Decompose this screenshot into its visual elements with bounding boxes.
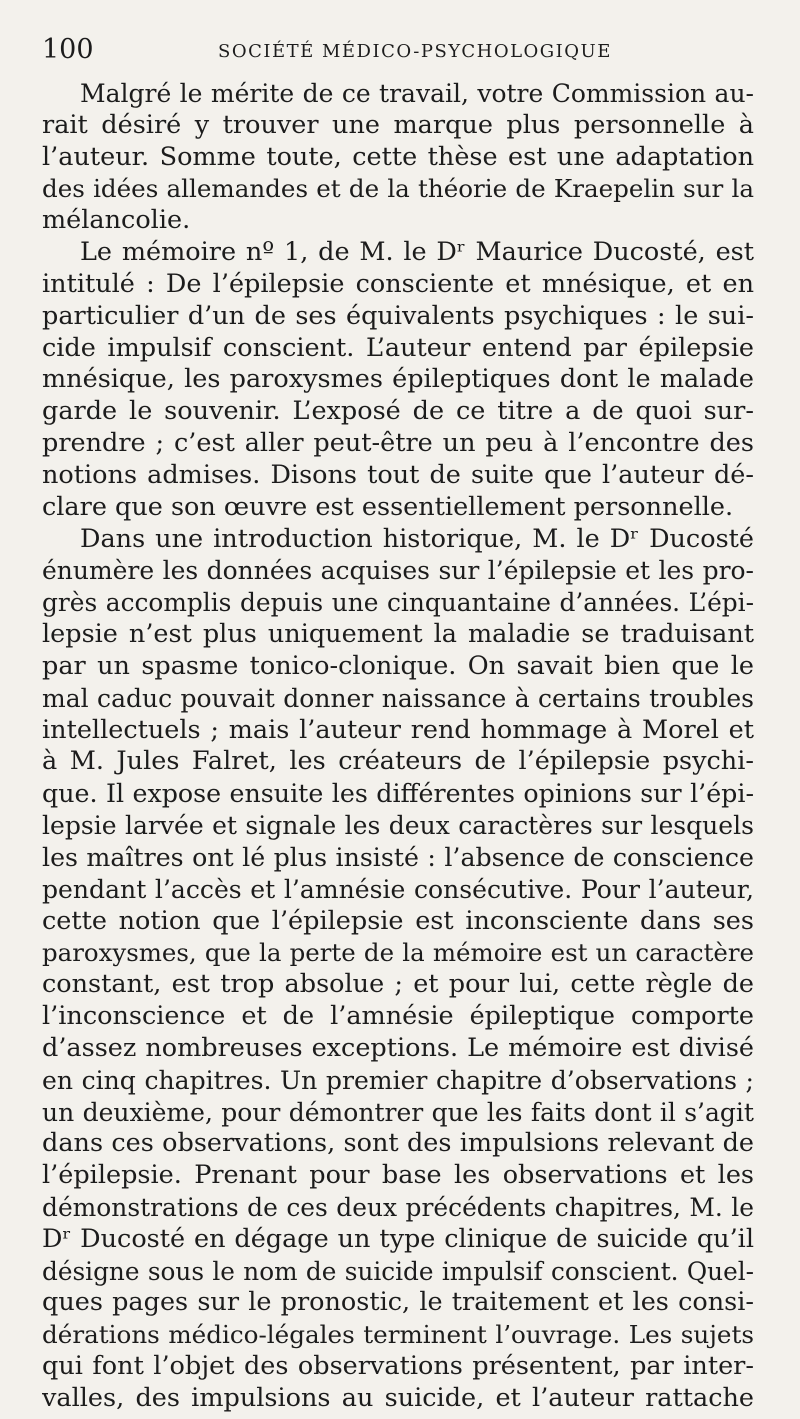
text-line: lepsie larvée et signale les deux caractères sur lesquels (42, 811, 754, 841)
text-line: des idées allemandes et de la théorie de Kraepelin sur la (42, 174, 754, 204)
text-line: cide impulsif conscient. L’auteur entend par épilepsie (42, 332, 754, 363)
text-line: un deuxième, pour démontrer que les faits dont il s’agit (42, 1097, 754, 1127)
body-text (42, 78, 754, 1415)
text-line: clare que son œuvre est essentiellement personnelle. (42, 491, 734, 522)
text-line: notions admises. Disons tout de suite que l’auteur dé- (42, 459, 754, 490)
running-title: SOCIÉTÉ MÉDICO-PSYCHOLOGIQUE (218, 41, 612, 62)
text-line: constant, est trop absolue ; et pour lui, cette règle de (42, 969, 754, 1000)
text-line: garde le souvenir. L’exposé de ce titre a de quoi sur- (42, 396, 754, 427)
text-line: démonstrations de ces deux précédents chapitres, M. le (42, 1192, 754, 1222)
text-line: ques pages sur le pronostic, le traitement et les consi- (42, 1287, 754, 1318)
text-line: grès accomplis depuis une cinquantaine d’années. L’épi- (42, 588, 754, 618)
text-line: que. Il expose ensuite les différentes opinions sur l’épi- (42, 779, 754, 809)
text-line: énumère les données acquises sur l’épilepsie et les pro- (42, 556, 754, 586)
text-line: les maîtres ont lé plus insisté : l’absence de conscience (42, 842, 754, 872)
text-line: Malgré le mérite de ce travail, votre Commission au- (80, 79, 754, 108)
page-header (42, 30, 760, 70)
text-line: cette notion que l’épilepsie est inconsciente dans ses (42, 905, 754, 936)
page-number: 100 (42, 34, 94, 65)
text-line: l’épilepsie. Prenant pour base les observations et les (42, 1160, 754, 1191)
text-line: prendre ; c’est aller peut-être un peu à l’encontre des (42, 428, 754, 459)
text-line: l’inconscience et de l’amnésie épileptique comporte (42, 1001, 754, 1032)
text-line: intitulé : De l’épilepsie consciente et mnésique, et en (42, 268, 754, 299)
text-line: dérations médico-légales terminent l’ouvrage. Les sujets (42, 1320, 754, 1350)
text-line: par un spasme tonico-clonique. On savait bien que le (42, 650, 754, 681)
text-line: d’assez nombreuses exceptions. Le mémoire est divisé (42, 1032, 754, 1063)
text-line: mélancolie. (42, 205, 191, 236)
text-line: particulier d’un de ses équivalents psychiques : le sui- (42, 300, 754, 331)
text-line: intellectuels ; mais l’auteur rend hommage à Morel et (42, 714, 754, 745)
text-line: paroxysmes, que la perte de la mémoire est un caractère (42, 938, 754, 968)
text-line: pendant l’accès et l’amnésie consécutive. Pour l’auteur, (42, 874, 754, 904)
text-line: Le mémoire nº 1, de M. le Dʳ Maurice Ducosté, est (80, 237, 754, 268)
text-line: Dans une introduction historique, M. le Dʳ Ducosté (80, 523, 754, 554)
text-line: rait désiré y trouver une marque plus personnelle à (42, 109, 754, 140)
text-line: mnésique, les paroxysmes épileptiques dont le malade (42, 364, 754, 395)
text-line: Dʳ Ducosté en dégage un type clinique de suicide qu’il (42, 1223, 754, 1254)
text-line: en cinq chapitres. Un premier chapitre d’observations ; (42, 1065, 754, 1095)
text-line: l’auteur. Somme toute, cette thèse est une adaptation (42, 141, 754, 172)
text-line: à M. Jules Falret, les créateurs de l’épilepsie psychi- (42, 746, 754, 777)
text-line: lepsie n’est plus uniquement la maladie se traduisant (42, 619, 754, 650)
text-line: mal caduc pouvait donner naissance à certains troubles (42, 683, 754, 713)
text-line: dans ces observations, sont des impulsions relevant de (42, 1128, 754, 1159)
text-line: valles, des impulsions au suicide, et l’auteur rattache (42, 1382, 754, 1413)
text-line: désigne sous le nom de suicide impulsif conscient. Quel- (42, 1256, 754, 1286)
text-line: qui font l’objet des observations présentent, par inter- (42, 1351, 754, 1382)
